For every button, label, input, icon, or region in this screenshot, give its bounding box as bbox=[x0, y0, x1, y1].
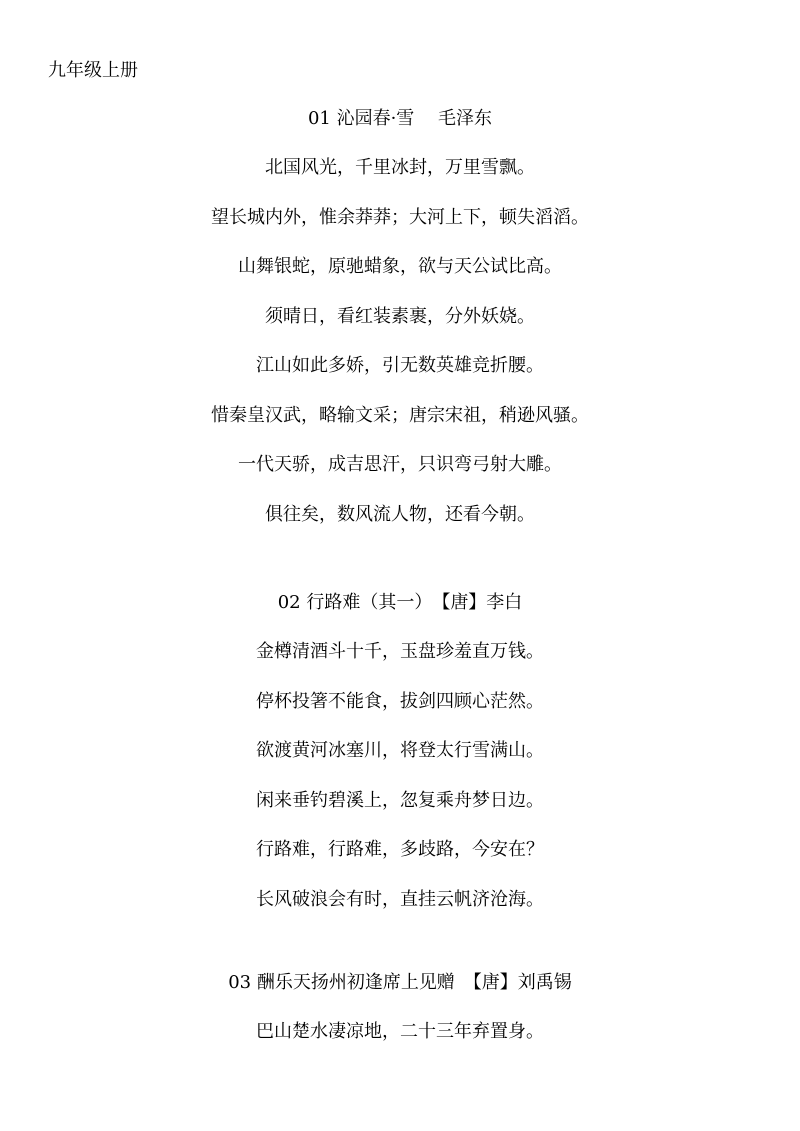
poem-line: 长风破浪会有时，直挂云帆济沧海。 bbox=[256, 888, 544, 910]
poem-section bbox=[0, 590, 800, 936]
poem-line: 须晴日，看红装素裹，分外妖娆。 bbox=[265, 305, 535, 327]
poem-line: 金樽清酒斗十千，玉盘珍羞直万钱。 bbox=[256, 641, 544, 662]
poem-section bbox=[0, 970, 800, 1069]
poem-section bbox=[0, 106, 800, 551]
poem-line: 行路难，行路难，多歧路，今安在？ bbox=[256, 839, 544, 860]
poem-line: 闲来垂钓碧溪上，忽复乘舟梦日边。 bbox=[256, 789, 544, 811]
poem-line: 停杯投箸不能食，拔剑四顾心茫然。 bbox=[256, 690, 544, 712]
poem-line: 一代天骄，成吉思汗，只识弯弓射大雕。 bbox=[238, 454, 562, 475]
poem-title: 01 沁园春·雪 毛泽东 bbox=[307, 108, 493, 129]
poem-line: 俱往矣，数风流人物，还看今朝。 bbox=[265, 503, 535, 525]
poem-line: 江山如此多娇，引无数英雄竞折腰。 bbox=[256, 355, 544, 376]
poem-line: 山舞银蛇，原驰蜡象，欲与天公试比高。 bbox=[238, 256, 562, 277]
poem-title: 02 行路难（其一） 【唐】李白 bbox=[277, 592, 523, 613]
poem-line: 惜秦皇汉武，略输文采；唐宗宋祖，稍逊风骚。 bbox=[211, 404, 589, 426]
grade-heading: 九年级上册 bbox=[48, 60, 138, 81]
poem-line: 北国风光，千里冰封，万里雪飘。 bbox=[265, 157, 535, 178]
poem-line: 巴山楚水凄凉地，二十三年弃置身。 bbox=[256, 1021, 544, 1042]
poem-line: 欲渡黄河冰塞川，将登太行雪满山。 bbox=[256, 740, 544, 761]
poem-line: 望长城内外，惟余莽莽；大河上下，顿失滔滔。 bbox=[211, 206, 589, 228]
poem-title: 03 酬乐天扬州初逢席上见赠 【唐】刘禹锡 bbox=[228, 972, 572, 993]
